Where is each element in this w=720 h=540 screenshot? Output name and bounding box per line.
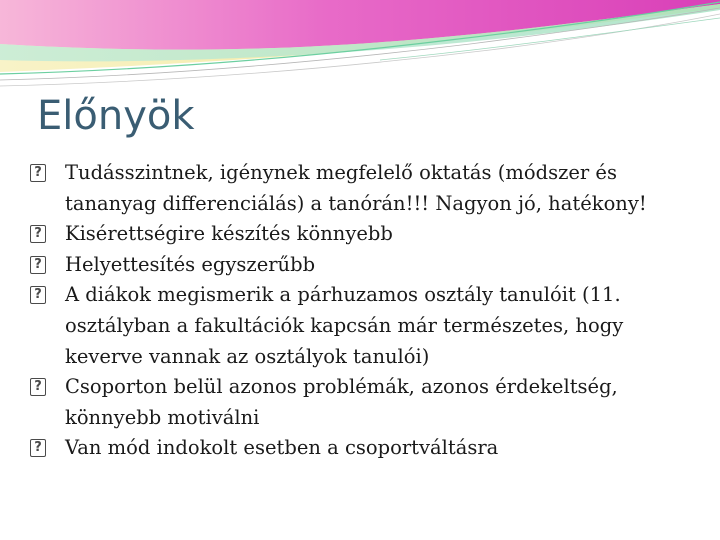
bullet-item xyxy=(30,433,695,464)
missing-glyph-box-icon: ? xyxy=(30,378,46,396)
bullet-item xyxy=(30,372,695,433)
missing-glyph-box-icon: ? xyxy=(30,164,46,182)
missing-glyph-box-icon: ? xyxy=(30,256,46,274)
bullet-item xyxy=(30,250,695,281)
slide-title: Előnyök xyxy=(37,93,195,139)
bullet-text: Kisérettségire készítés könnyebb xyxy=(65,222,393,246)
missing-glyph-box-icon: ? xyxy=(30,225,46,243)
bullet-text: Helyettesítés egyszerűbb xyxy=(65,252,316,276)
decorative-header-banner xyxy=(0,0,720,90)
bullet-list xyxy=(30,158,695,464)
bullet-text: A diákok megismerik a párhuzamos osztály tanulóit (11. osztályban a fakultációk kapcsán már természetes, hogy keverve vannak az osztályok tanulói) xyxy=(65,283,624,368)
missing-glyph-box-icon: ? xyxy=(30,286,46,304)
bullet-item xyxy=(30,219,695,250)
bullet-text: Tudásszintnek, igénynek megfelelő oktatás (módszer és tananyag differenciálás) a tanórán!!! Nagyon jó, hatékony! xyxy=(65,161,647,215)
bullet-text: Van mód indokolt esetben a csoportváltásra xyxy=(65,436,499,460)
missing-glyph-box-icon: ? xyxy=(30,439,46,457)
bullet-item xyxy=(30,280,695,372)
bullet-item xyxy=(30,158,695,219)
bullet-text: Csoporton belül azonos problémák, azonos érdekeltség, könnyebb motiválni xyxy=(65,375,618,429)
